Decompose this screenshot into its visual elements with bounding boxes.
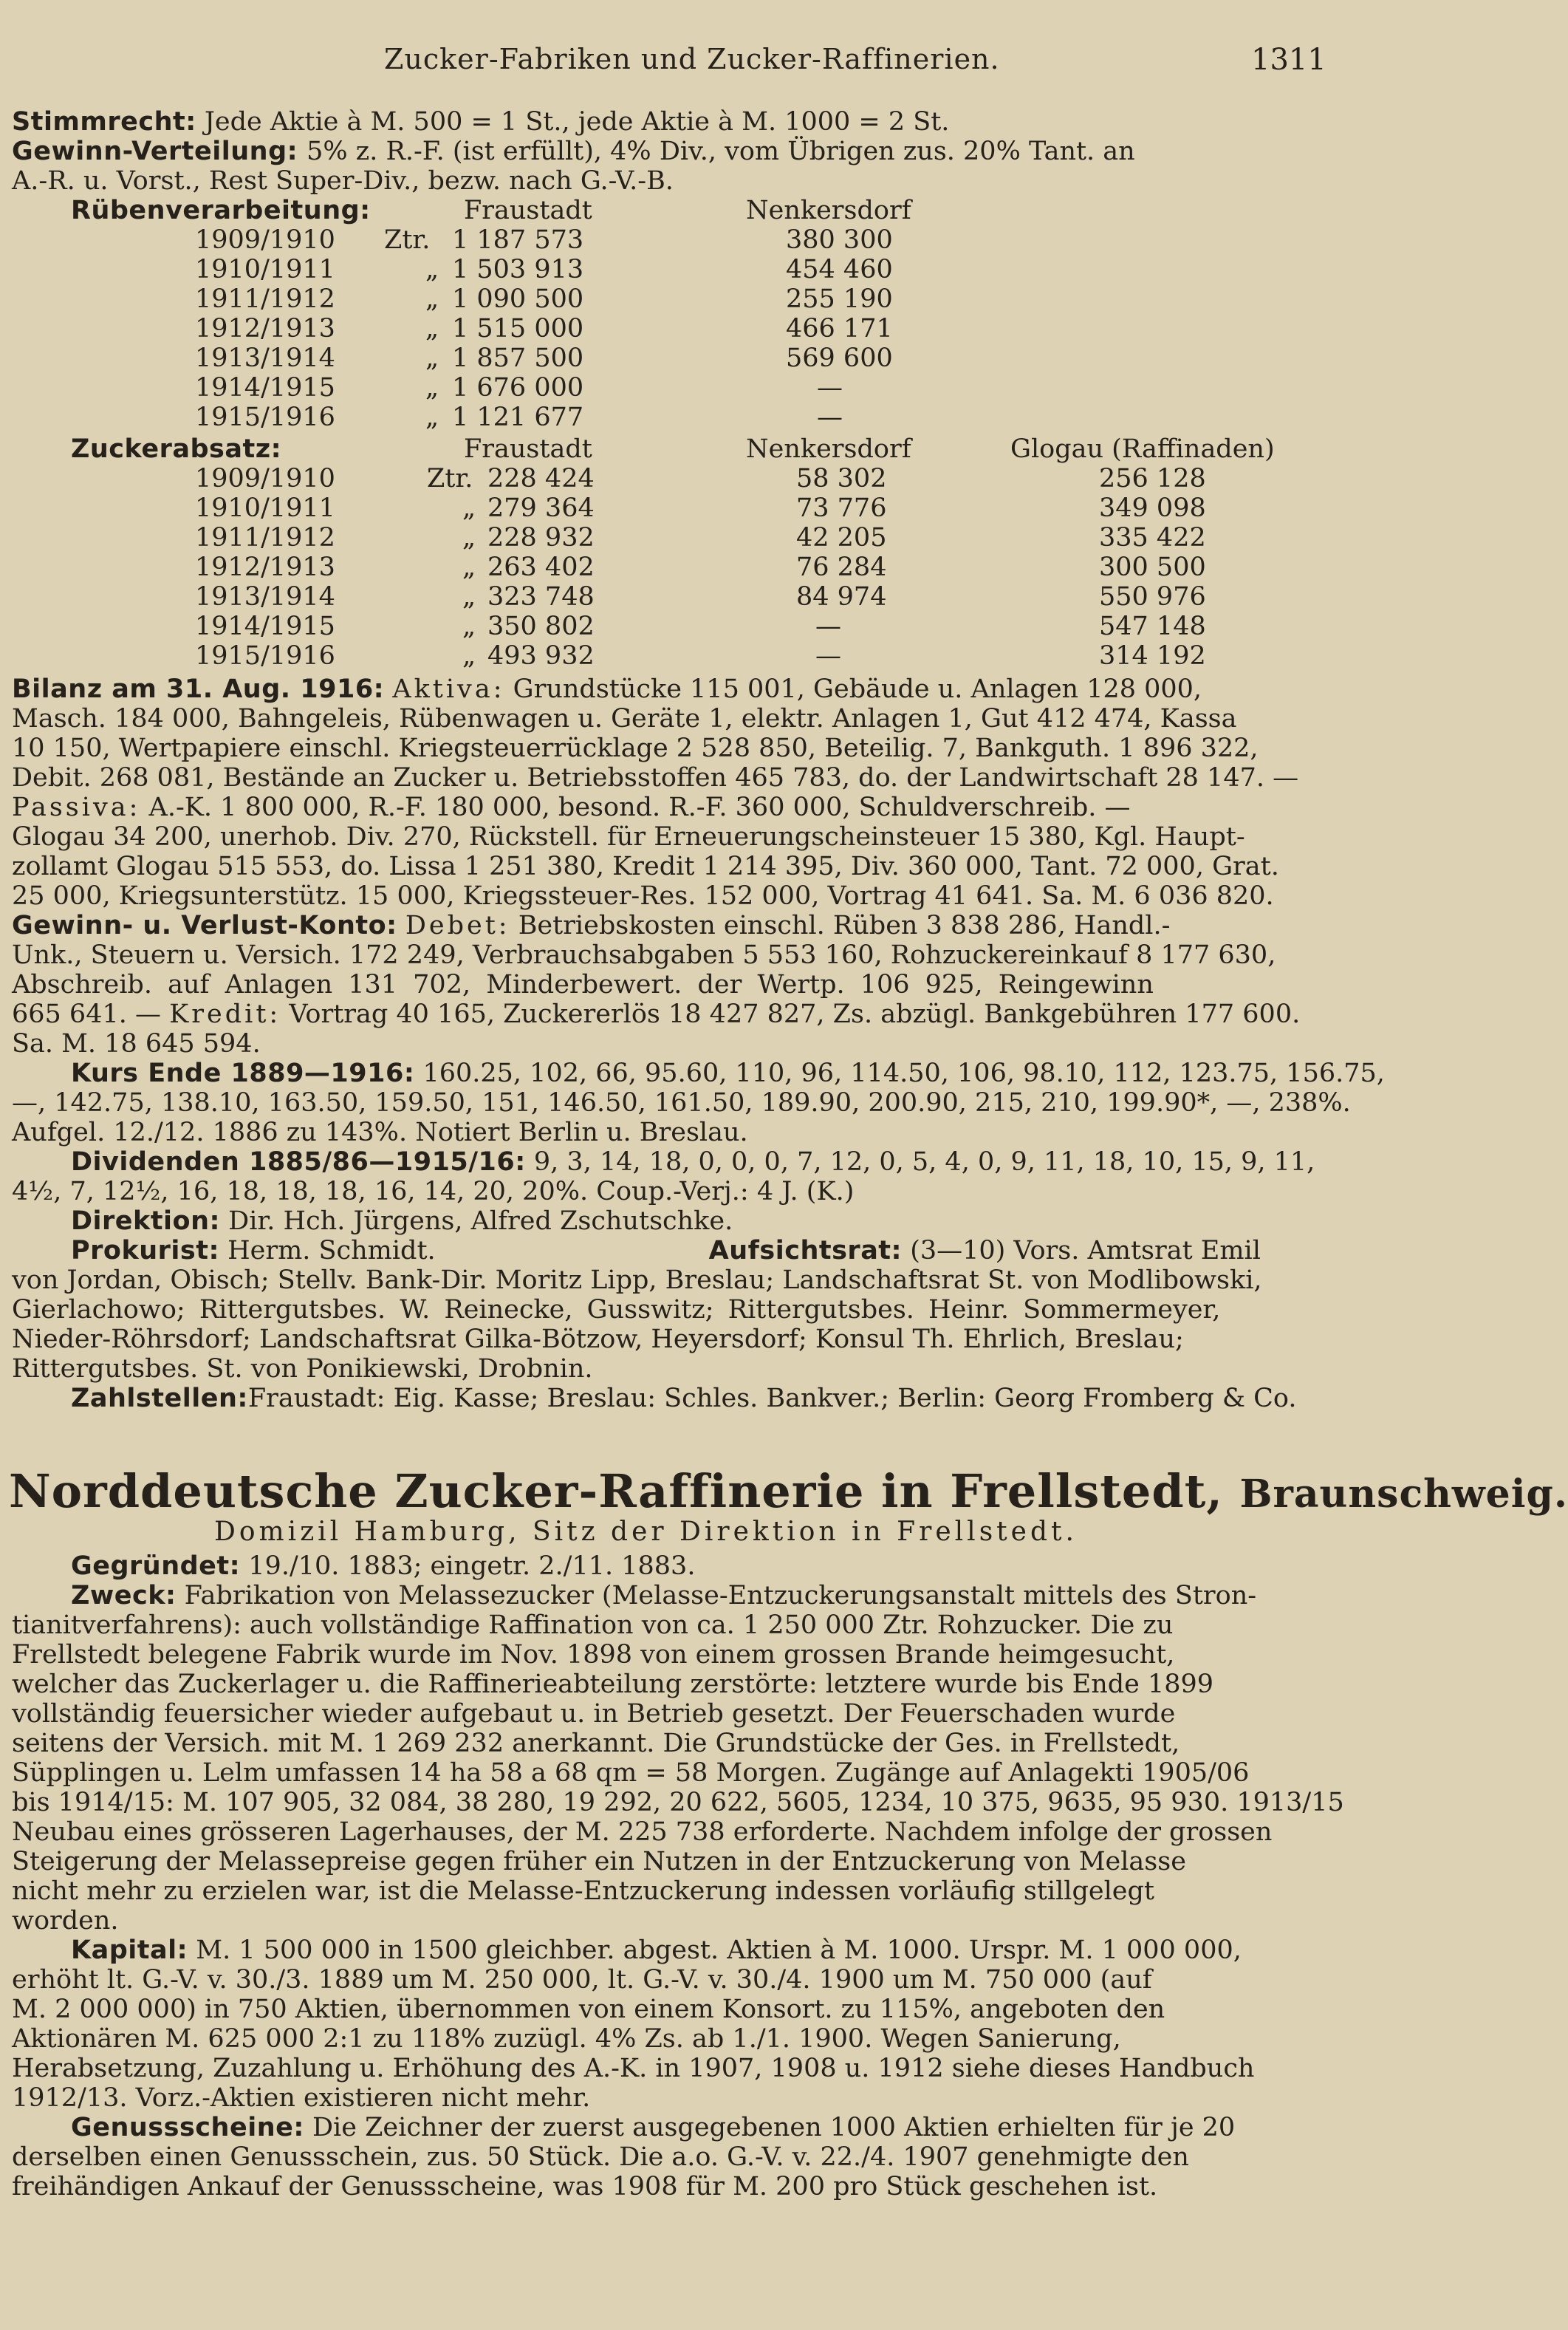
- aufsichtsrat-line-4: Nieder-Röhrsdorf; Landschaftsrat Gilka-Bötzow, Heyersdorf; Konsul Th. Ehrlich, Breslau;: [12, 1325, 1184, 1354]
- company-name: Norddeutsche Zucker-Raffinerie in Frellstedt,: [9, 1464, 1223, 1518]
- stimmrecht-key: Stimmrecht:: [12, 107, 196, 137]
- table-row: 1911/1912 „ 1 090 500 255 190: [195, 284, 893, 314]
- zahlstellen-text: Fraustadt: Eig. Kasse; Breslau: Schles. Bankver.; Berlin: Georg Fromberg & Co.: [247, 1384, 1297, 1413]
- aufsichtsrat-line-2: von Jordan, Obisch; Stellv. Bank-Dir. Moritz Lipp, Breslau; Landschaftsrat St. von Modlibowski,: [12, 1265, 1262, 1295]
- kapital-line-1: Kapital: M. 1 500 000 in 1500 gleichber. abgest. Aktien à M. 1000. Urspr. M. 1 000 000,: [71, 1936, 1242, 1965]
- direktion-text: Dir. Hch. Jürgens, Alfred Zschutschke.: [228, 1206, 733, 1236]
- zweck-line: nicht mehr zu erzielen war, ist die Melasse-Entzuckerung indessen vorläufig stillgelegt: [12, 1876, 1154, 1906]
- zuckerabsatz-header: [0, 434, 1477, 464]
- bilanz-line-1: [12, 674, 1324, 704]
- zweck-key: Zweck:: [71, 1581, 177, 1610]
- passiva-label: Passiva:: [12, 793, 141, 822]
- gewinn-verteilung-text-1: 5% z. R.-F. (ist erfüllt), 4% Div., vom Übrigen zus. 20% Tant. an: [307, 137, 1135, 166]
- stimmrecht-text: Jede Aktie à M. 500 = 1 St., jede Aktie à M. 1000 = 2 St.: [204, 107, 950, 137]
- page-header: [0, 21, 1477, 77]
- bilanz-line-7: zollamt Glogau 515 553, do. Lissa 1 251 380, Kredit 1 214 395, Div. 360 000, Tant. 72 000, Grat.: [12, 852, 1279, 881]
- zweck-line: worden.: [12, 1906, 119, 1936]
- direktion-line: [12, 1206, 1324, 1236]
- guv-text-4a: 665 641. —: [12, 1000, 161, 1029]
- table-row: 1915/1916 „ 493 932 — 314 192: [195, 641, 1206, 671]
- guv-line-5: Sa. M. 18 645 594.: [12, 1029, 261, 1059]
- dividenden-line-1: [12, 1147, 1324, 1177]
- company-subtitle: Domizil Hamburg, Sitz der Direktion in Frellstedt.: [214, 1517, 1078, 1547]
- gegruendet-line: [12, 1551, 1324, 1581]
- gewinn-verteilung-line-1: [12, 137, 1324, 166]
- prokurist-aufsichtsrat-line: [12, 1236, 1324, 1265]
- table-row: 1912/1913 „ 1 515 000 466 171: [195, 314, 893, 344]
- zweck-line: vollständig feuersicher wieder aufgebaut u. in Betrieb gesetzt. Der Feuerschaden wurde: [12, 1699, 1176, 1729]
- kapital-line: Aktionären M. 625 000 2:1 zu 118% zuzügl. 4% Zs. ab 1./1. 1900. Wegen Sanierung,: [12, 2024, 1121, 2054]
- kapital-line: Herabsetzung, Zuzahlung u. Erhöhung des A.-K. in 1907, 1908 u. 1912 siehe dieses Handbuch: [12, 2054, 1255, 2083]
- aufsichtsrat-key: Aufsichtsrat:: [708, 1236, 903, 1265]
- bilanz-line-2: Masch. 184 000, Bahngeleis, Rübenwagen u. Geräte 1, elektr. Anlagen 1, Gut 412 474, Kassa: [12, 704, 1237, 734]
- kapital-line: 1912/13. Vorz.-Aktien existieren nicht mehr.: [12, 2083, 591, 2113]
- aktiva-label: Aktiva:: [392, 674, 505, 704]
- bilanz-text-1: Grundstücke 115 001, Gebäude u. Anlagen 128 000,: [513, 674, 1202, 704]
- bilanz-line-5: [12, 793, 1324, 822]
- stimmrecht-line: [12, 107, 1324, 137]
- guv-line-1: [12, 911, 1324, 940]
- gewinn-verteilung-line-2: A.-R. u. Vorst., Rest Super-Div., bezw. nach G.-V.-B.: [12, 166, 674, 196]
- table-row: 1912/1913 „ 263 402 76 284 300 500: [195, 553, 1206, 582]
- table-row: 1915/1916 „ 1 121 677 —: [195, 403, 843, 432]
- guv-line-2: Unk., Steuern u. Versich. 172 249, Verbrauchsabgaben 5 553 160, Rohzuckereinkauf 8 177 630,: [12, 940, 1276, 970]
- table-row: 1910/1911 „ 1 503 913 454 460: [195, 255, 893, 284]
- kurs-line-1: [12, 1059, 1385, 1088]
- col-fraustadt: Fraustadt: [464, 434, 592, 464]
- aufsichtsrat-line-3: Gierlachowo; Rittergutsbes. W. Reinecke, Gusswitz; Rittergutsbes. Heinr. Sommermeyer,: [12, 1295, 1221, 1325]
- table-row: 1913/1914 „ 1 857 500 569 600: [195, 344, 893, 373]
- zweck-line: seitens der Versich. mit M. 1 269 232 anerkannt. Die Grundstücke der Ges. in Frellstedt,: [12, 1729, 1180, 1758]
- zweck-line: tianitverfahrens): auch vollständige Raffination von ca. 1 250 000 Ztr. Rohzucker. Die zu: [12, 1610, 1174, 1640]
- table-row: 1909/1910 Ztr. 228 424 58 302 256 128: [195, 464, 1206, 493]
- zuckerabsatz-key: Zuckerabsatz:: [71, 434, 282, 464]
- kurs-line-2: —, 142.75, 138.10, 163.50, 159.50, 151, 146.50, 161.50, 189.90, 200.90, 215, 210, 199.90*, —, 238%.: [12, 1088, 1351, 1118]
- running-title: Zucker-Fabriken und Zucker-Raffinerien.: [384, 43, 1000, 75]
- genuss-line: freihändigen Ankauf der Genussscheine, was 1908 für M. 200 pro Stück geschehen ist.: [12, 2172, 1158, 2201]
- guv-line-3: Abschreib. auf Anlagen 131 702, Minderbewert. der Wertp. 106 925, Reingewinn: [12, 970, 1154, 1000]
- dividenden-line-2: 4½, 7, 12½, 16, 18, 18, 18, 16, 14, 20, 20%. Coup.-Verj.: 4 J. (K.): [12, 1177, 855, 1206]
- aufsichtsrat-line-5: Rittergutsbes. St. von Ponikiewski, Drobnin.: [12, 1354, 593, 1384]
- dividenden-text-1: 9, 3, 14, 18, 0, 0, 0, 7, 12, 0, 5, 4, 0, 9, 11, 18, 10, 15, 9, 11,: [533, 1147, 1315, 1177]
- dividenden-key: Dividenden 1885/86—1915/16:: [71, 1147, 526, 1177]
- table-row: 1911/1912 „ 228 932 42 205 335 422: [195, 523, 1206, 553]
- genuss-line: derselben einen Genussschein, zus. 50 Stück. Die a.o. G.-V. v. 22./4. 1907 genehmigte den: [12, 2142, 1189, 2172]
- col-glogau: Glogau (Raffinaden): [1010, 434, 1275, 464]
- table-row: 1909/1910 Ztr. 1 187 573 380 300: [195, 225, 893, 255]
- table-row: 1913/1914 „ 323 748 84 974 550 976: [195, 582, 1206, 612]
- bilanz-line-8: 25 000, Kriegsunterstütz. 15 000, Kriegssteuer-Res. 152 000, Vortrag 41 641. Sa. M. 6 036 820.: [12, 881, 1274, 911]
- zweck-line: Süpplingen u. Lelm umfassen 14 ha 58 a 68 qm = 58 Morgen. Zugänge auf Anlagekti 1905/06: [12, 1758, 1250, 1788]
- page-number: 1311: [1251, 43, 1326, 77]
- table-row: 1914/1915 „ 1 676 000 —: [195, 373, 843, 403]
- prokurist-text: Herm. Schmidt.: [227, 1236, 436, 1265]
- kapital-line: M. 2 000 000) in 750 Aktien, übernommen von einem Konsort. zu 115%, angeboten den: [12, 1995, 1165, 2024]
- aufsichtsrat-text-1: (3—10) Vors. Amtsrat Emil: [910, 1236, 1261, 1265]
- zweck-line-1: Zweck: Fabrikation von Melassezucker (Melasse-Entzuckerungsanstalt mittels des Stron-: [71, 1581, 1257, 1610]
- guv-line-4: [12, 1000, 1324, 1029]
- col-nenkersdorf: Nenkersdorf: [746, 434, 911, 464]
- bilanz-line-4: Debit. 268 081, Bestände an Zucker u. Betriebsstoffen 465 783, do. der Landwirtschaft 28 147. —: [12, 763, 1299, 793]
- zweck-line: Neubau eines grösseren Lagerhauses, der M. 225 738 erforderte. Nachdem infolge der grossen: [12, 1817, 1273, 1847]
- zweck-line: Frellstedt belegene Fabrik wurde im Nov. 1898 von einem grossen Brande heimgesucht,: [12, 1640, 1175, 1670]
- zweck-line: bis 1914/15: M. 107 905, 32 084, 38 280, 19 292, 20 622, 5605, 1234, 10 375, 9635, 95 930. 1913/15: [12, 1788, 1344, 1817]
- gegruendet-key: Gegründet:: [71, 1551, 241, 1581]
- genuss-key: Genussscheine:: [71, 2113, 304, 2142]
- kapital-line: erhöht lt. G.-V. v. 30./3. 1889 um M. 250 000, lt. G.-V. v. 30./4. 1900 um M. 750 000 (auf: [12, 1965, 1152, 1995]
- direktion-key: Direktion:: [71, 1206, 221, 1236]
- kredit-label: Kredit:: [169, 1000, 281, 1029]
- guv-text-4b: Vortrag 40 165, Zuckererlös 18 427 827, Zs. abzügl. Bankgebühren 177 600.: [289, 1000, 1301, 1029]
- guv-key: Gewinn- u. Verlust-Konto:: [12, 911, 397, 940]
- col-nenkersdorf: Nenkersdorf: [746, 196, 911, 225]
- ruebenverarbeitung-key: Rübenverarbeitung:: [71, 196, 371, 225]
- zweck-line: Steigerung der Melassepreise gegen früher ein Nutzen in der Entzuckerung von Melasse: [12, 1847, 1186, 1876]
- table-row: 1914/1915 „ 350 802 — 547 148: [195, 612, 1206, 641]
- debet-label: Debet:: [405, 911, 510, 940]
- kapital-key: Kapital:: [71, 1936, 188, 1965]
- zweck-line: welcher das Zuckerlager u. die Raffinerieabteilung zerstörte: letztere wurde bis Ende 1899: [12, 1670, 1214, 1699]
- company-title: [9, 1464, 1568, 1518]
- kurs-key: Kurs Ende 1889—1916:: [71, 1059, 415, 1088]
- company-location: Braunschweig.: [1239, 1472, 1568, 1517]
- gewinn-verteilung-key: Gewinn-Verteilung:: [12, 137, 298, 166]
- prokurist-key: Prokurist:: [71, 1236, 219, 1265]
- zahlstellen-key: Zahlstellen:: [71, 1384, 248, 1413]
- bilanz-line-6: Glogau 34 200, unerhob. Div. 270, Rückstell. für Erneuerungscheinsteuer 15 380, Kgl. Haupt-: [12, 822, 1245, 852]
- genuss-line-1: Genussscheine: Die Zeichner der zuerst ausgegebenen 1000 Aktien erhielten für je 20: [71, 2113, 1236, 2142]
- ruebenverarbeitung-header: [0, 196, 1477, 225]
- bilanz-key: Bilanz am 31. Aug. 1916:: [12, 674, 385, 704]
- table-row: 1910/1911 „ 279 364 73 776 349 098: [195, 493, 1206, 523]
- zahlstellen-line: [12, 1384, 1324, 1413]
- gegruendet-text: 19./10. 1883; eingetr. 2./11. 1883.: [248, 1551, 696, 1581]
- kurs-line-3: Aufgel. 12./12. 1886 zu 143%. Notiert Berlin u. Breslau.: [12, 1118, 748, 1147]
- guv-text-1: Betriebskosten einschl. Rüben 3 838 286, Handl.-: [518, 911, 1171, 940]
- bilanz-text-5: A.-K. 1 800 000, R.-F. 180 000, besond. R.-F. 360 000, Schuldverschreib. —: [148, 793, 1131, 822]
- col-fraustadt: Fraustadt: [464, 196, 592, 225]
- kurs-text-1: 160.25, 102, 66, 95.60, 110, 96, 114.50, 106, 98.10, 112, 123.75, 156.75,: [422, 1059, 1385, 1088]
- bilanz-line-3: 10 150, Wertpapiere einschl. Kriegsteuerrücklage 2 528 850, Beteilig. 7, Bankguth. 1 896 322,: [12, 734, 1259, 763]
